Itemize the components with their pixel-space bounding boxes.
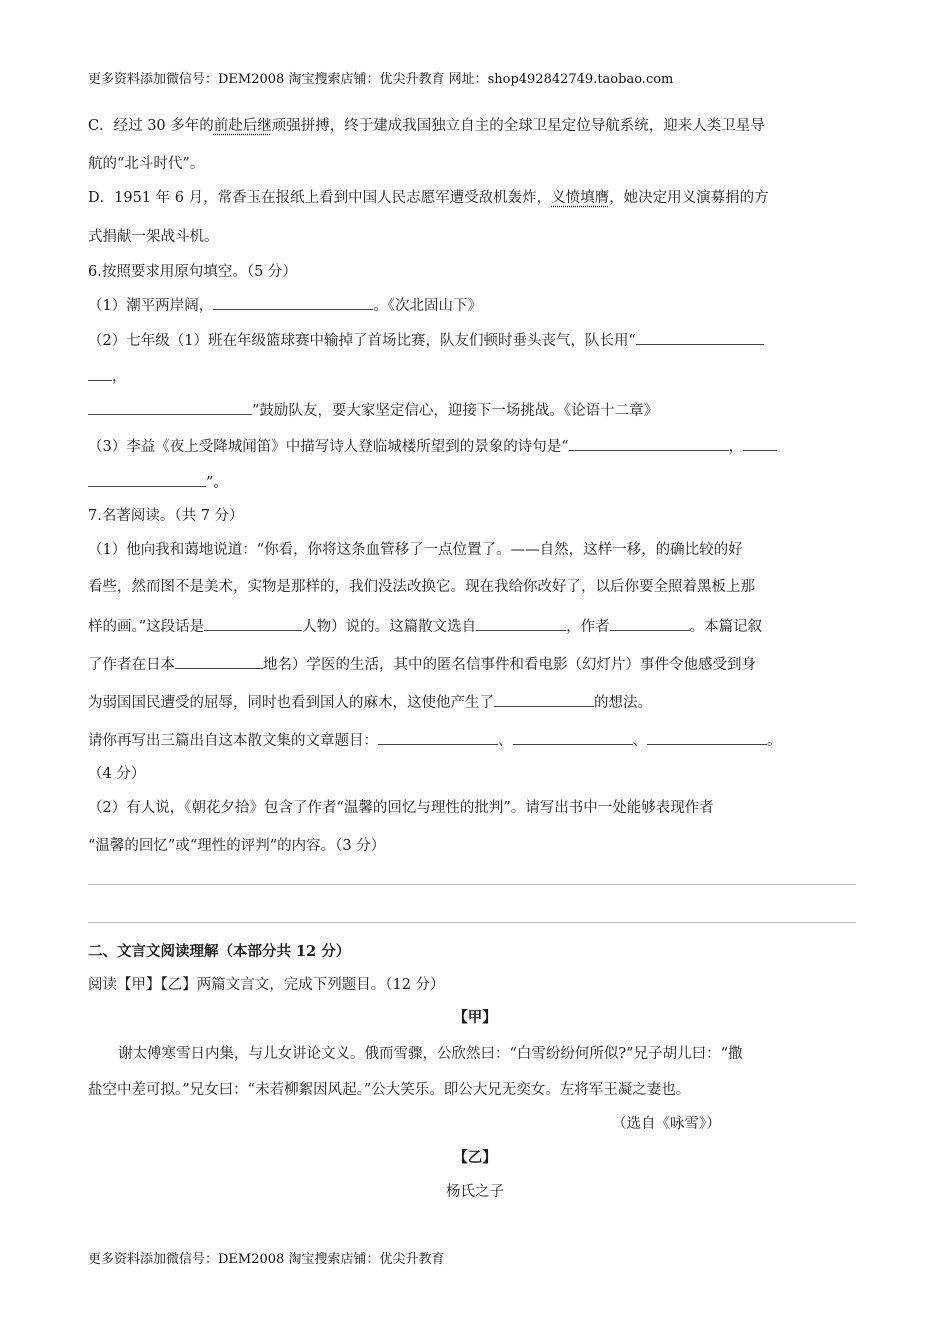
q5-option-c: C．经过 30 多年的前赴后继顽强拼搏，终于建成我国独立自主的全球卫星定位导航系统，迎来人类卫星导 bbox=[88, 118, 765, 134]
q7-p1-line5: 为弱国国民遭受的屈辱，同时也看到国人的麻木，这使他产生了 的想法。 bbox=[88, 692, 862, 713]
q7-p1-line4: 了作者在日本 地名）学医的生活，其中的匿名信事件和看电影（幻灯片）事件令他感受到身 bbox=[88, 654, 862, 675]
q7-p1-line1: （1）他向我和蔼地说道：“你看，你将这条血管移了一点位置了。——自然，这样一移，的确比较的好 bbox=[88, 542, 743, 558]
dotted-term: 义愤填膺 bbox=[551, 190, 610, 206]
q7-title: 7.名著阅读。（共 7 分） bbox=[88, 508, 244, 524]
answer-line[interactable] bbox=[88, 922, 856, 923]
section-2-title: 二、文言文阅读理解（本部分共 12 分） bbox=[88, 943, 351, 960]
answer-blank[interactable] bbox=[743, 436, 777, 451]
q7-p1-line3: 样的画。”这段话是 人物）说的。这篇散文选自 ，作者 。本篇记叙 bbox=[88, 616, 862, 637]
answer-blank[interactable] bbox=[476, 616, 566, 631]
section-2-intro: 阅读【甲】【乙】两篇文言文，完成下列题目。（12 分） bbox=[88, 977, 445, 993]
answer-blank[interactable] bbox=[204, 616, 302, 631]
answer-blank[interactable] bbox=[610, 616, 690, 631]
dotted-term: 前赴后继 bbox=[213, 118, 272, 134]
q7-p1-line6: 请你再写出三篇出自这本散文集的文章题目： 、 、 。 bbox=[88, 730, 862, 751]
q7-p2-line1: （2）有人说，《朝花夕拾》包含了作者“温馨的回忆与理性的批判”。请写出书中一处能够表现作者 bbox=[88, 800, 714, 816]
passage-yi-heading: 【乙】 bbox=[453, 1149, 497, 1166]
answer-line[interactable] bbox=[88, 884, 856, 885]
q6-item-2-cont: ， bbox=[88, 366, 862, 387]
answer-blank[interactable] bbox=[175, 654, 263, 669]
answer-blank[interactable] bbox=[569, 436, 729, 451]
page-header: 更多资料添加微信号：DEM2008 淘宝搜索店铺：优尖升教育 网址：shop492842749.taobao.com bbox=[88, 72, 674, 87]
passage-jia-heading: 【甲】 bbox=[453, 1009, 497, 1026]
q5-option-d: D．1951 年 6 月，常香玉在报纸上看到中国人民志愿军遭受敌机轰炸，义愤填膺，她决定用义演募捐的方 bbox=[88, 190, 769, 206]
q6-item-2-end: ”鼓励队友，要大家坚定信心，迎接下一场挑战。《论语十二章》 bbox=[88, 400, 862, 421]
q6-item-2: （2）七年级（1）班在年级篮球赛中输掉了首场比赛，队友们顿时垂头丧气，队长用“ bbox=[88, 330, 862, 351]
q7-p1-score: （4 分） bbox=[88, 766, 146, 782]
q6-title: 6.按照要求用原句填空。（5 分） bbox=[88, 264, 297, 280]
q7-p1-line2: 看些，然而图不是美术，实物是那样的，我们没法改换它。现在我给你改好了，以后你要全照着黑板上那 bbox=[88, 579, 755, 595]
answer-blank[interactable] bbox=[88, 400, 252, 415]
answer-blank[interactable] bbox=[378, 730, 498, 745]
page-footer: 更多资料添加微信号：DEM2008 淘宝搜索店铺：优尖升教育 bbox=[88, 1252, 445, 1267]
q6-item-3-cont: ”。 bbox=[88, 472, 862, 493]
q7-p2-line2: “温馨的回忆”或“理性的评判”的内容。（3 分） bbox=[88, 838, 386, 854]
answer-blank[interactable] bbox=[513, 730, 633, 745]
answer-blank[interactable] bbox=[88, 472, 206, 487]
q5-option-c-cont: 航的“北斗时代”。 bbox=[88, 156, 205, 172]
q6-item-3: （3）李益《夜上受降城闻笛》中描写诗人登临城楼所望到的景象的诗句是“ ， bbox=[88, 436, 862, 457]
answer-blank[interactable] bbox=[494, 692, 594, 707]
q6-item-1: （1）潮平两岸阔， 。《次北固山下》 bbox=[88, 295, 862, 316]
passage-jia-source: （选自《咏雪》） bbox=[612, 1116, 721, 1132]
passage-yi-title: 杨氏之子 bbox=[446, 1184, 504, 1200]
passage-jia-line2: 盐空中差可拟。”兄女曰：“未若柳絮因风起。”公大笑乐。即公大兄无奕女。左将军王凝之妻也。 bbox=[88, 1082, 691, 1098]
passage-jia-line1: 谢太傅寒雪日内集，与儿女讲论文义。俄而雪骤，公欣然曰：“白雪纷纷何所似?”兄子胡儿曰：“撒 bbox=[118, 1046, 743, 1062]
answer-blank[interactable] bbox=[636, 330, 764, 345]
q5-option-d-cont: 式捐献一架战斗机。 bbox=[88, 229, 219, 245]
answer-blank[interactable] bbox=[647, 730, 767, 745]
answer-blank[interactable] bbox=[88, 366, 112, 381]
answer-blank[interactable] bbox=[213, 295, 373, 310]
